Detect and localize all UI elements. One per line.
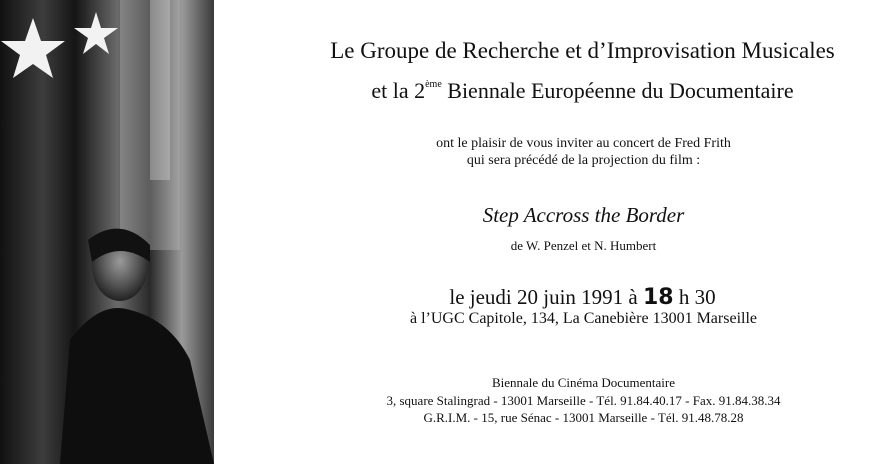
photo-panel [0, 0, 214, 464]
contact-line-3: G.R.I.M. - 15, rue Sénac - 13001 Marseille - Tél. 91.48.78.28 [423, 410, 744, 425]
event-date [274, 285, 891, 310]
invitation-line-2: qui sera précédé de la projection du film : [466, 153, 701, 168]
organizer-line-2 [274, 78, 891, 104]
film-title: Step Accross the Border [482, 203, 685, 227]
contact-line-2: 3, square Stalingrad - 13001 Marseille - Tél. 91.84.40.17 - Fax. 91.84.38.34 [386, 393, 781, 408]
event-date-suffix: h 30 [673, 285, 716, 309]
invitation-line-1: ont le plaisir de vous inviter au concert de Fred Frith [436, 136, 731, 151]
organizer-line-2-suffix: Biennale Européenne du Documentaire [441, 78, 794, 103]
event-hour: 18 [643, 285, 674, 310]
photo-illustration [0, 0, 214, 464]
invitation-card [214, 0, 891, 464]
event-date-prefix: le jeudi 20 juin 1991 à [449, 285, 643, 309]
organizer-line-1: Le Groupe de Recherche et d’Improvisation Musicales [330, 38, 835, 63]
film-credits: de W. Penzel et N. Humbert [510, 238, 657, 253]
organizer-line-2-prefix: et la 2 [371, 78, 426, 103]
event-venue: à l’UGC Capitole, 134, La Canebière 13001 Marseille [409, 310, 757, 327]
contact-line-1: Biennale du Cinéma Documentaire [491, 375, 676, 390]
ordinal-superscript: ème [425, 79, 442, 90]
